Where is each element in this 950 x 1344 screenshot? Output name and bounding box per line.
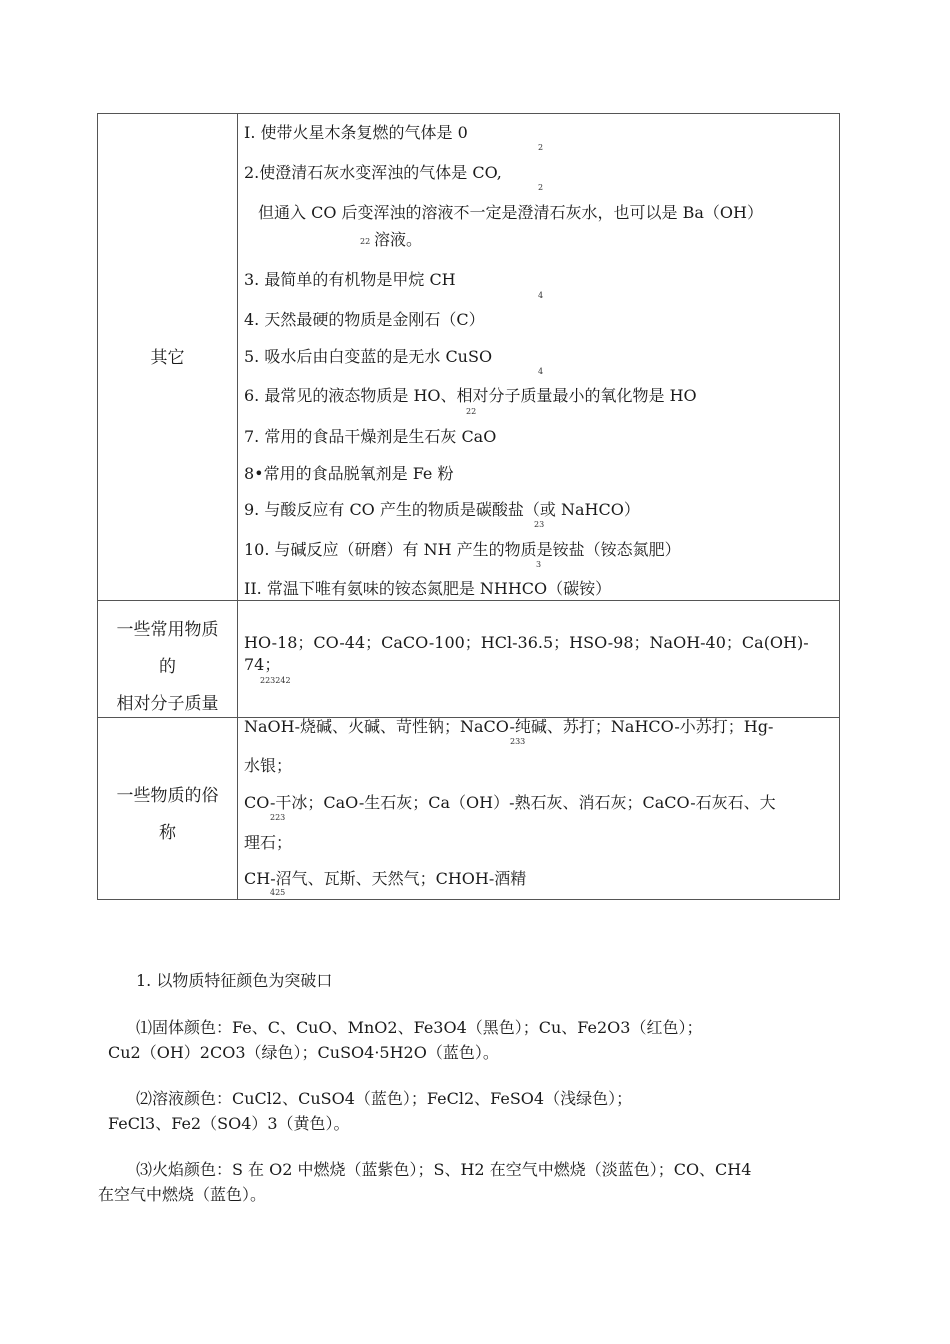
paragraph-line: ⑴固体颜色：Fe、C、CuO、MnO2、Fe3O4（黑色）；Cu、Fe2O3（红色）； bbox=[136, 1018, 703, 1037]
table-line: 4. 天然最硬的物质是金刚石（C） bbox=[244, 310, 485, 329]
table-line: 74； bbox=[244, 655, 281, 674]
table-line: 2.使澄清石灰水变浑浊的气体是 CO, bbox=[244, 163, 502, 182]
section-heading: 1. 以物质特征颜色为突破口 bbox=[136, 971, 333, 990]
column-divider bbox=[237, 114, 238, 899]
label-line: 相对分子质量 bbox=[116, 694, 219, 714]
paragraph-line: ⑵溶液颜色：CuCl2、CuSO4（蓝色）；FeCl2、FeSO4（浅绿色）； bbox=[136, 1089, 633, 1108]
table-line: 水银； bbox=[244, 756, 293, 775]
table-line: 溶液。 bbox=[374, 230, 423, 249]
subscript: 233 bbox=[510, 737, 526, 746]
table-line: 8•常用的食品脱氧剂是 Fe 粉 bbox=[244, 464, 454, 483]
paragraph-line: ⑶火焰颜色：S 在 O2 中燃烧（蓝紫色）；S、H2 在空气中燃烧（淡蓝色）；CO、CH4 bbox=[136, 1160, 752, 1179]
row-label-other: 其它 bbox=[150, 348, 185, 368]
table-line: CO-干冰；CaO-生石灰；Ca（OH）-熟石灰、消石灰；CaCO-石灰石、大 bbox=[244, 793, 776, 812]
table-line: 6. 最常见的液态物质是 HO、相对分子质量最小的氧化物是 HO bbox=[244, 386, 697, 405]
table-line: 10. 与碱反应（研磨）有 NH 产生的物质是铵盐（铵态氮肥） bbox=[244, 540, 681, 559]
table-line: NaOH-烧碱、火碱、苛性钠；NaCO-纯碱、苏打；NaHCO-小苏打；Hg- bbox=[244, 717, 774, 736]
row-divider bbox=[98, 600, 839, 601]
table-line: 7. 常用的食品干燥剂是生石灰 CaO bbox=[244, 427, 497, 446]
row-label-molecular-mass bbox=[98, 612, 237, 723]
label-line: 一些常用物质 bbox=[116, 620, 219, 640]
paragraph-line: Cu2（OH）2CO3（绿色）；CuSO4·5H2O（蓝色）。 bbox=[108, 1043, 499, 1062]
label-line: 称 bbox=[159, 823, 176, 843]
subscript: 22 bbox=[466, 407, 477, 416]
paragraph-line: 在空气中燃烧（蓝色）。 bbox=[98, 1185, 267, 1204]
table-line: 但通入 CO 后变浑浊的溶液不一定是澄清石灰水，也可以是 Ba（OH） bbox=[258, 203, 763, 222]
label-line: 的 bbox=[159, 657, 176, 677]
table-line: CH-沼气、瓦斯、天然气；CHOH-酒精 bbox=[244, 869, 527, 888]
paragraph-line: FeCl3、Fe2（SO4）3（黄色）。 bbox=[108, 1114, 350, 1133]
data-table bbox=[97, 113, 840, 900]
subscript: 3 bbox=[536, 560, 542, 569]
row-label-common-names bbox=[98, 778, 237, 852]
subscript: 4 bbox=[538, 291, 544, 300]
subscript: 22 bbox=[360, 237, 371, 246]
table-line: 9. 与酸反应有 CO 产生的物质是碳酸盐（或 NaHCO） bbox=[244, 500, 640, 519]
label-line: 一些物质的俗 bbox=[116, 786, 219, 806]
table-line: 5. 吸水后由白变蓝的是无水 CuSO bbox=[244, 347, 493, 366]
subscript: 2 bbox=[538, 143, 544, 152]
subscript: 23 bbox=[534, 520, 545, 529]
table-line: 理石； bbox=[244, 833, 293, 852]
subscript: 223 bbox=[270, 813, 286, 822]
subscript: 223242 bbox=[260, 676, 291, 685]
table-line: I. 使带火星木条复燃的气体是 0 bbox=[244, 123, 468, 142]
subscript: 4 bbox=[538, 367, 544, 376]
subscript: 425 bbox=[270, 888, 286, 897]
table-line: HO-18；CO-44；CaCO-100；HCl-36.5；HSO-98；NaOH-40；Ca(OH)- bbox=[244, 633, 809, 652]
table-line: 3. 最简单的有机物是甲烷 CH bbox=[244, 270, 456, 289]
subscript: 2 bbox=[538, 183, 544, 192]
table-line: II. 常温下唯有氨味的铵态氮肥是 NHHCO（碳铵） bbox=[244, 579, 612, 598]
